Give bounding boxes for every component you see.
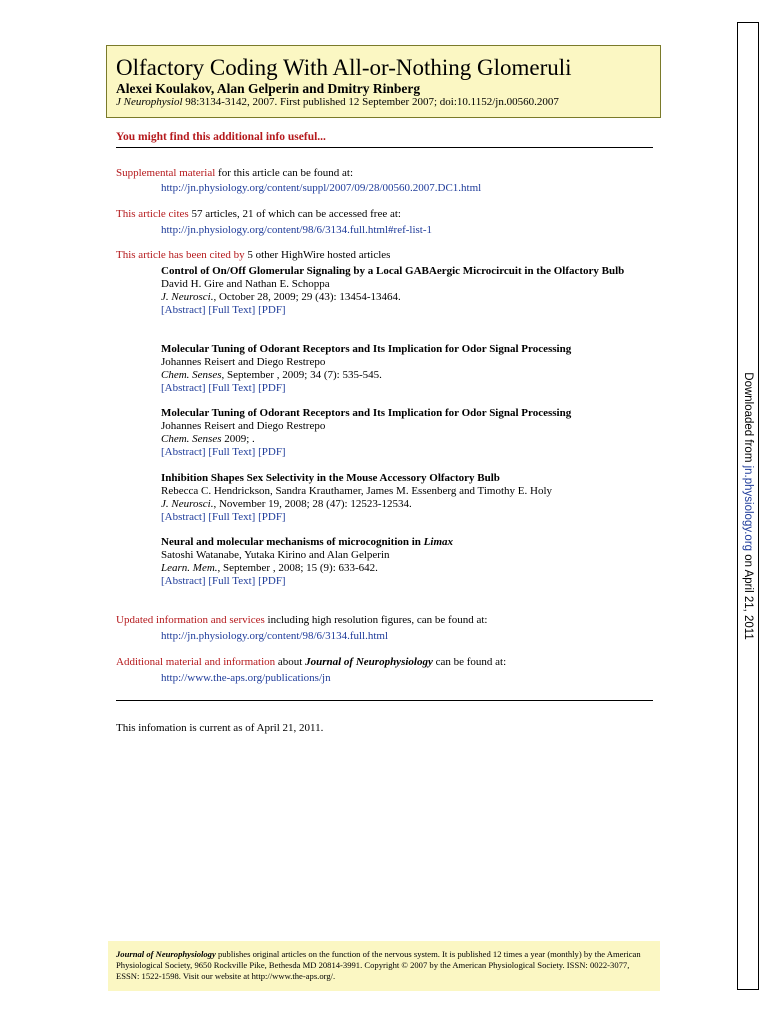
cited-article-source — [161, 498, 661, 511]
cited-article-title[interactable]: Molecular Tuning of Odorant Receptors and Its Implication for Odor Signal Processing — [161, 407, 572, 419]
cited-article-journal: Chem. Senses — [161, 369, 222, 381]
supplemental-line — [116, 167, 353, 179]
footer-body: publishes original articles on the function of the nervous system. It is published 12 times a year (monthly) by the American Physiological Society, 9650 Rockville Pike, Bethesda MD 20814-3991. Copyright © 2007 by the American Physiological Society. ISSN: 0022-3077, ESSN: 1522-1598. Visit our website at http://www.the-aps.org/. — [116, 949, 641, 981]
cited-article-title[interactable]: Molecular Tuning of Odorant Receptors and Its Implication for Odor Signal Processing — [161, 343, 572, 355]
cited-article-links[interactable]: [Abstract] [Full Text] [PDF] — [161, 511, 286, 523]
cited-article — [161, 472, 661, 524]
downloaded-notice — [742, 372, 754, 639]
cited-article-source — [161, 433, 661, 446]
additional-link[interactable]: http://www.the-aps.org/publications/jn — [161, 672, 331, 684]
supplemental-text: for this article can be found at: — [218, 167, 354, 179]
article-title: Olfactory Coding With All-or-Nothing Glomeruli — [116, 55, 572, 80]
cited-article-title[interactable] — [161, 536, 661, 549]
cited-article-details: , September , 2008; 15 (9): 633-642. — [217, 562, 378, 574]
updated-line — [116, 614, 487, 626]
cited-article-authors: Rebecca C. Hendrickson, Sandra Krauthamer, James M. Essenberg and Timothy E. Holy — [161, 485, 553, 497]
cited-by-line — [116, 249, 390, 261]
cites-line — [116, 208, 401, 220]
additional-text-before: about — [277, 656, 303, 668]
additional-label: Additional material and information — [116, 656, 276, 668]
cited-article-source — [161, 369, 661, 382]
cites-text: 57 articles, 21 of which can be accessed free at: — [191, 208, 401, 220]
cited-article-journal: J. Neurosci. — [161, 498, 214, 510]
downloaded-prefix: Downloaded from — [742, 372, 754, 463]
cited-article-title[interactable]: Control of On/Off Glomerular Signaling by a Local GABAergic Microcircuit in the Olfactory Bulb — [161, 265, 625, 277]
cited-article-title-italic: Limax — [423, 536, 454, 548]
cited-article-title-text: Neural and molecular mechanisms of microcognition in — [161, 536, 424, 548]
cited-article — [161, 265, 641, 317]
cited-article-source — [161, 562, 661, 575]
cited-article — [161, 407, 661, 459]
article-authors: Alexei Koulakov, Alan Gelperin and Dmitry Rinberg — [116, 81, 421, 96]
cited-article-details: , October 28, 2009; 29 (43): 13454-13464. — [213, 291, 401, 303]
cited-article-links[interactable]: [Abstract] [Full Text] [PDF] — [161, 446, 286, 458]
cited-article-authors: David H. Gire and Nathan E. Schoppa — [161, 278, 330, 290]
cited-article-title[interactable]: Inhibition Shapes Sex Selectivity in the Mouse Accessory Olfactory Bulb — [161, 472, 500, 484]
cited-article-links[interactable]: [Abstract] [Full Text] [PDF] — [161, 575, 286, 587]
article-citation — [116, 96, 559, 108]
useful-info-heading: You might find this additional info useful... — [116, 131, 326, 143]
cited-article-links[interactable]: [Abstract] [Full Text] [PDF] — [161, 304, 286, 316]
cites-label: This article cites — [116, 208, 189, 220]
divider-top — [116, 147, 653, 148]
citation-journal: J Neurophysiol — [116, 96, 183, 108]
divider-bottom — [116, 700, 653, 701]
downloaded-suffix: on April 21, 2011 — [742, 554, 754, 640]
cited-article-journal: J. Neurosci. — [161, 291, 214, 303]
cited-article — [161, 343, 661, 395]
cited-article-details: , September , 2009; 34 (7): 535-545. — [221, 369, 382, 381]
current-note: This infomation is current as of April 21, 2011. — [116, 722, 324, 734]
cited-article-links[interactable]: [Abstract] [Full Text] [PDF] — [161, 382, 286, 394]
cited-article-details: 2009; . — [221, 433, 255, 445]
cited-article-journal: Learn. Mem. — [161, 562, 218, 574]
cites-link[interactable]: http://jn.physiology.org/content/98/6/3134.full.html#ref-list-1 — [161, 224, 433, 236]
downloaded-site-link[interactable]: jn.physiology.org — [742, 465, 754, 552]
additional-journal: Journal of Neurophysiology — [305, 656, 433, 668]
supplemental-label: Supplemental material — [116, 167, 216, 179]
updated-link[interactable]: http://jn.physiology.org/content/98/6/3134.full.html — [161, 630, 389, 642]
updated-text: including high resolution figures, can be found at: — [267, 614, 488, 626]
supplemental-link[interactable]: http://jn.physiology.org/content/suppl/2007/09/28/00560.2007.DC1.html — [161, 182, 482, 194]
footer-text — [116, 949, 646, 982]
cited-article-source — [161, 291, 641, 304]
cited-article-authors: Johannes Reisert and Diego Restrepo — [161, 420, 326, 432]
cited-by-text: 5 other HighWire hosted articles — [247, 249, 391, 261]
cited-article-authors: Satoshi Watanabe, Yutaka Kirino and Alan Gelperin — [161, 549, 390, 561]
additional-line — [116, 656, 506, 668]
cited-by-label: This article has been cited by — [116, 249, 245, 261]
cited-article-details: , November 19, 2008; 28 (47): 12523-12534. — [213, 498, 412, 510]
footer-journal: Journal of Neurophysiology — [116, 949, 216, 959]
cited-article-authors: Johannes Reisert and Diego Restrepo — [161, 356, 326, 368]
cited-article-journal: Chem. Senses — [161, 433, 222, 445]
citation-details: 98:3134-3142, 2007. First published 12 September 2007; doi:10.1152/jn.00560.2007 — [185, 96, 559, 108]
additional-text-after: can be found at: — [435, 656, 507, 668]
updated-label: Updated information and services — [116, 614, 265, 626]
cited-article — [161, 536, 661, 588]
